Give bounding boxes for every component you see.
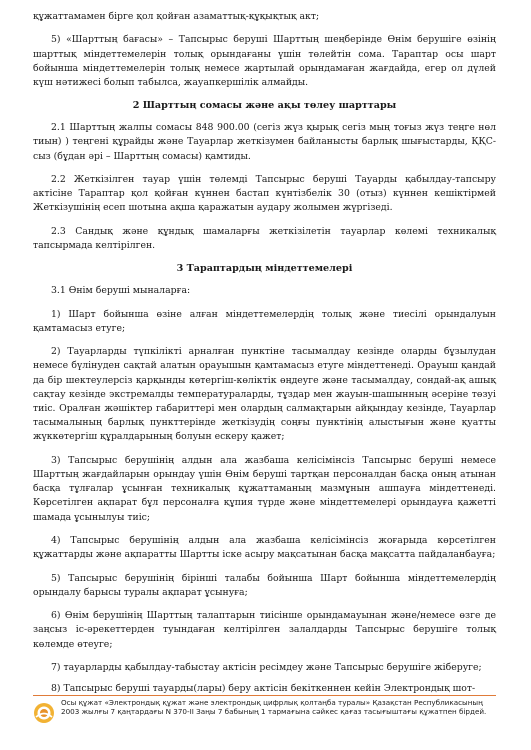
paragraph-item-6: 6) Өнім берушінің Шарттың талаптарын тиісінше орындамауынан және/немесе өзге де заңсыз іс-әрекеттерден туындаған келтірілген залалдарды Тапсырыс берушіге толық көлемде өтеуге; <box>33 610 496 650</box>
paragraph-2-2: 2.2 Жеткізілген тауар үшін төлемді Тапсырыс беруші Тауарды қабылдау-тапсыру актісіне Тараптар қол қойған күннен бастап күнтізбелік 30 (отыз) күннен кешіктірмей Жеткізушінің есеп шотына ақша қаражатын аудару жолымен жүргізеді. <box>33 174 496 214</box>
section-heading-3: 3 Тараптардың міндеттемелері <box>176 262 353 274</box>
paragraph-2-3: 2.3 Сандық және құндық шамаларғы жеткізілетін тауарлар көлемі техникалық тапсырмада келтірілген. <box>33 225 496 251</box>
paragraph-contract-price: 5) «Шарттың бағасы» – Тапсырыс беруші Шарттың шеңберінде Өнім берушіге өзінің шарттық міндеттемелерін толық орындағаны үшін төлейтін сома. Тараптар осы шарт бойынша міндеттемелерін толық немесе жартылай орындамаған жағдайда, егер ол дүлей күш нәтижесі болып табылса, жауапкершілік алмайды. <box>33 34 496 88</box>
paragraph-continuation: құжаттамамен бірге қол қойған азаматтық-құқықтық акт; <box>33 11 320 22</box>
paragraph-3-1: 3.1 Өнім беруші мыналарға: <box>51 285 191 297</box>
paragraph-item-2: 2) Тауарларды түпкілікті арналған пунктіне тасымалдау кезінде оларды бұзылудан немесе бүлінуден сақтай алатын орауышын қамтамасыз етуге міндеттенеді. Орауыш қандай да бір шектеулерсіз қарқынды көтергіш-көліктік өңдеуге және тасымалдау, сондай-ақ ашық сақтау кезінде экстремалды температураларды, тұздар мен жауын-шашынның әсеріне төзуі тиіс. Оралған жәшіктер габариттері мен олардың салмақтарын айқындау кезінде, Тауарлар тасымалының барлық пункттерінде жеткізудің соңғы пунктінің алыстығын және қуатты жүккөтергіш құралдарының болуын ескеру қажет; <box>33 346 496 443</box>
egov-seal-icon <box>33 702 55 724</box>
paragraph-item-7: 7) тауарларды қабылдау-табыстау актісін ресімдеу және Тапсырыс берушіге жіберуге; <box>51 661 482 673</box>
paragraph-item-3: 3) Тапсырыс берушінің алдын ала жазбаша келісімінсіз Тапсырыс беруші немесе Шарттың жағдайларын орындау үшін Өнім беруші тартқан персоналдан басқа оның атынан басқа тұлғалар ұсынған техникалық құжаттаманың мазмұнын ашпауға міндеттенеді. Көрсетілген ақпарат бұл персоналға құпия түрде және міндеттемелері орындауға қажетті шамада ұсынылуы тиіс; <box>33 454 496 523</box>
paragraph-item-1: 1) Шарт бойынша өзіне алған міндеттемелердің толық және тиесілі орындалуын қамтамасыз етуге; <box>33 308 496 334</box>
footer-legal-note: Осы құжат «Электрондық құжат және электрондық цифрлық қолтаңба туралы» Қазақстан Республикасының 2003 жылғы 7 қаңтардағы N 370-II Заңы 7 бабының 1 тармағына сәйкес қағаз тасығыштағы құжатпен бірдей. <box>61 698 487 716</box>
page-footer <box>33 683 496 716</box>
paragraph-2-1: 2.1 Шарттың жалпы сомасы 848 900.00 (сегіз жүз қырық сегіз мың тоғыз жүз теңге нөл тиын) ) теңгені құрайды және Тауарлар жеткізумен байланысты барлық шығыстарды, ҚҚС-сыз (бұдан әрі – Шарттың сомасы) қамтиды. <box>33 122 496 162</box>
paragraph-item-5: 5) Тапсырыс берушінің бірінші талабы бойынша Шарт бойынша міндеттемелердің орындалу барысы туралы ақпарат ұсынуға; <box>33 572 496 598</box>
paragraph-item-8-cut: 8) Тапсырыс беруші тауарды(лары) беру актісін бекіткеннен кейін Электрондық шот- <box>51 683 476 694</box>
footer-divider <box>33 695 496 696</box>
document-body <box>33 10 496 675</box>
section-heading-2: 2 Шарттың сомасы және ақы төлеу шарттары <box>132 99 397 111</box>
paragraph-item-4: 4) Тапсырыс берушінің алдын ала жазбаша келісімінсіз жоғарыда көрсетілген құжаттарды және ақпаратты Шартты іске асыру мақсатынан басқа мақсатта пайдаланбауға; <box>33 535 496 561</box>
